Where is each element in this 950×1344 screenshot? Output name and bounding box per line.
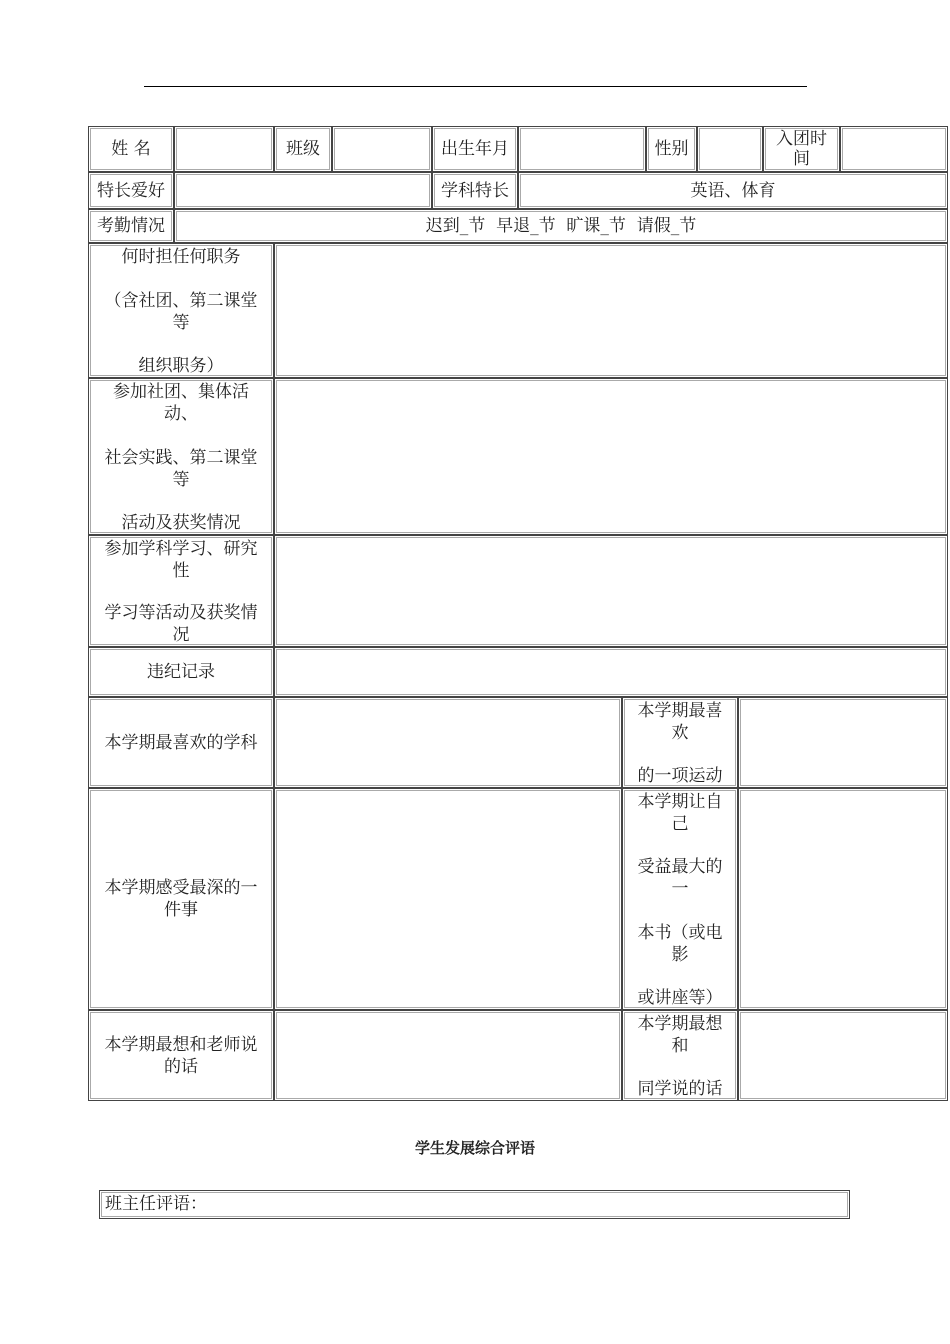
favorite-subject-field[interactable]: [274, 697, 622, 788]
hobby-field[interactable]: [174, 172, 432, 209]
activity-label-line: 动、: [164, 404, 198, 424]
beneficial-book-label-line: 受益最大的: [637, 857, 723, 878]
league-date-label: [763, 126, 840, 172]
words-to-classmates-label-line: 和: [671, 1036, 689, 1056]
beneficial-book-label-line: 己: [671, 814, 689, 834]
deep-event-label-line: 件事: [164, 900, 198, 920]
league-date-field[interactable]: [840, 126, 948, 172]
beneficial-book-label-line: 本书（或电: [637, 922, 723, 943]
words-to-classmates-label-line: 本学期最想: [637, 1014, 723, 1034]
study-label-line: 参加学科学习、研究: [104, 539, 258, 559]
birth-date-label: 出生年月: [432, 126, 518, 172]
favorite-sport-label-line: 的一项运动: [637, 766, 723, 786]
league-date-label-line2: 间: [793, 149, 810, 169]
position-label-line: （含社团、第二课堂: [104, 290, 258, 311]
position-label-line: 等: [172, 312, 190, 333]
subject-strength-label: 学科特长: [432, 172, 518, 209]
activity-label-line: 社会实践、第二课堂: [104, 447, 258, 468]
beneficial-book-label-line: 或讲座等）: [637, 987, 723, 1008]
activity-label: [88, 378, 274, 535]
favorite-subject-label: 本学期最喜欢的学科: [88, 697, 274, 788]
words-to-teacher-label-line: 本学期最想和老师说: [104, 1034, 258, 1055]
beneficial-book-field[interactable]: [738, 788, 948, 1010]
class-label: 班级: [274, 126, 332, 172]
words-to-teacher-label: [88, 1010, 274, 1101]
discipline-field[interactable]: [274, 647, 948, 697]
position-label: [88, 243, 274, 378]
attendance-field[interactable]: 迟到_节 早退_节 旷课_节 请假_节: [174, 209, 948, 243]
head-teacher-comment-box[interactable]: [99, 1190, 850, 1219]
league-date-label-line1: 入团时: [776, 129, 827, 149]
favorite-sport-label-line: 欢: [671, 723, 689, 743]
favorite-sport-field[interactable]: [738, 697, 948, 788]
deep-event-field[interactable]: [274, 788, 622, 1010]
activity-label-line: 等: [172, 469, 190, 490]
comment-section-title: 学生发展综合评语: [414, 1139, 535, 1157]
study-label-line: 况: [172, 625, 190, 645]
favorite-sport-label: [622, 697, 738, 788]
position-label-line: 组织职务）: [138, 356, 224, 376]
deep-event-label-line: 本学期感受最深的一: [104, 878, 258, 898]
favorite-sport-label-line: 本学期最喜: [637, 701, 723, 721]
words-to-teacher-field[interactable]: [274, 1010, 622, 1101]
beneficial-book-label: [622, 788, 738, 1010]
activity-label-line: 参加社团、集体活: [113, 382, 249, 402]
head-teacher-comment-label: 班主任评语：: [105, 1194, 207, 1214]
words-to-classmates-label-line: 同学说的话: [637, 1079, 723, 1099]
beneficial-book-label-line: 一: [671, 879, 689, 900]
words-to-teacher-label-line: 的话: [164, 1056, 198, 1077]
activity-label-line: 活动及获奖情况: [121, 513, 241, 533]
name-label: 姓 名: [88, 126, 174, 172]
header-rule: [144, 86, 807, 87]
class-field[interactable]: [332, 126, 432, 172]
position-label-line: 何时担任何职务: [121, 247, 241, 267]
beneficial-book-label-line: 本学期让自: [637, 792, 723, 812]
study-label-line: 学习等活动及获奖情: [104, 603, 258, 623]
position-field[interactable]: [274, 243, 948, 378]
birth-date-field[interactable]: [518, 126, 646, 172]
deep-event-label: [88, 788, 274, 1010]
study-label-line: 性: [172, 561, 190, 581]
discipline-label: 违纪记录: [88, 647, 274, 697]
hobby-label: 特长爱好: [88, 172, 174, 209]
name-field[interactable]: [174, 126, 274, 172]
gender-label: 性别: [646, 126, 697, 172]
beneficial-book-label-line: 影: [671, 944, 689, 965]
activity-field[interactable]: [274, 378, 948, 535]
study-field[interactable]: [274, 535, 948, 647]
words-to-classmates-field[interactable]: [738, 1010, 948, 1101]
subject-strength-field[interactable]: 英语、体育: [518, 172, 948, 209]
attendance-label: 考勤情况: [88, 209, 174, 243]
gender-field[interactable]: [697, 126, 763, 172]
words-to-classmates-label: [622, 1010, 738, 1101]
study-label: [88, 535, 274, 647]
